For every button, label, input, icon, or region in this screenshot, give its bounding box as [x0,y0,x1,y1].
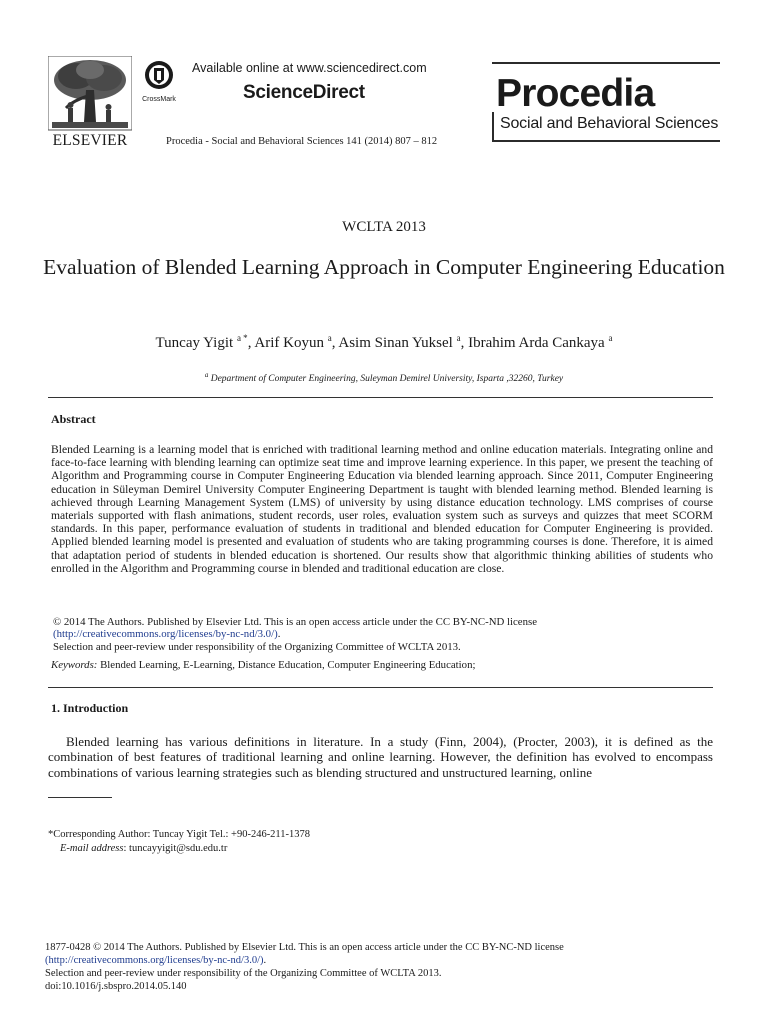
available-online-text: Available online at www.sciencedirect.com [192,61,427,75]
email-address: : tuncayyigit@sdu.edu.tr [123,843,228,854]
footnote-divider [48,797,112,798]
abstract-bottom-divider [48,687,713,688]
journal-reference: Procedia - Social and Behavioral Sciences 141 (2014) 807 – 812 [166,136,438,147]
footer-license-link-tail: . [263,955,267,966]
keywords-text: Blended Learning, E-Learning, Distance Education, Computer Engineering Education; [100,659,476,671]
author-separator: , [331,335,339,351]
footer-peer-review: Selection and peer-review under responsibility of the Organizing Committee of WCLTA 2013. [45,968,442,979]
copyright-line: © 2014 The Authors. Published by Elsevier Ltd. This is an open access article under the CC BY-NC-ND license [53,616,537,628]
abstract-heading: Abstract [51,412,96,426]
author-list [0,333,768,352]
keywords-label: Keywords: [51,659,98,671]
email-label: E-mail address [60,843,124,854]
footer-license-link[interactable]: (http://creativecommons.org/licenses/by-nc-nd/3.0/) [45,955,264,966]
procedia-wordmark: Procedia [496,72,655,115]
page-footer [45,941,725,993]
author-affiliation-mark: a * [236,333,248,343]
procedia-top-rule [492,62,720,64]
affiliation-text: Department of Computer Engineering, Suleyman Demirel University, Isparta ,32260, Turkey [210,374,564,385]
sciencedirect-wordmark: ScienceDirect [243,82,365,103]
affiliation [0,371,768,384]
author-affiliation-mark: a [456,333,461,343]
license-link-tail: . [277,628,281,641]
footer-copyright: 1877-0428 © 2014 The Authors. Published by Elsevier Ltd. This is an open access article under the CC BY-NC-ND license [45,942,564,953]
copyright-notice [53,616,713,653]
author-name: Asim Sinan Yuksel [338,335,453,351]
license-link[interactable]: (http://creativecommons.org/licenses/by-nc-nd/3.0/) [53,628,278,641]
abstract-top-divider [48,397,713,398]
procedia-bracket [492,112,494,142]
footer-doi: doi:10.1016/j.sbspro.2014.05.140 [45,981,187,992]
conference-name: WCLTA 2013 [342,219,426,235]
introduction-paragraph: Blended learning has various definitions in literature. In a study (Finn, 2004), (Procter, 2003), it is defined as the combination of best features of traditional learning and online learning. However, the definition has evolved to encompass combinations of various learning strategies such as blending structured and unstructured learning, online [48,734,713,780]
procedia-subtitle: Social and Behavioral Sciences [500,115,719,132]
crossmark-badge[interactable] [137,60,181,103]
author-name: Ibrahim Arda Cankaya [468,335,605,351]
email-note [60,843,227,854]
author-separator: , [460,335,469,351]
author-affiliation-mark: a [327,333,332,343]
author-separator: , [247,335,255,351]
paper-title: Evaluation of Blended Learning Approach in Computer Engineering Education [43,255,725,279]
procedia-bottom-rule [492,140,720,142]
author-name: Tuncay Yigit [155,335,234,351]
corresponding-author-note: *Corresponding Author: Tuncay Yigit Tel.: +90-246-211-1378 [48,829,311,840]
publisher-name: ELSEVIER [52,132,128,149]
author-affiliation-mark: a [608,333,613,343]
keywords-line [51,659,713,671]
author-name: Arif Koyun [254,335,324,351]
peer-review-line: Selection and peer-review under responsibility of the Organizing Committee of WCLTA 2013. [53,640,461,653]
affiliation-mark: a [204,371,209,379]
abstract-text: Blended Learning is a learning model that is enriched with traditional learning method and online education materials. Integrating online and face-to-face learning with blending learning can optimize seat time and improve learning experience. In this paper, we present the teaching of Algorithm and Programming course in Computer Engineering Education via blended learning approach. Since 2011, Computer Engineering education in Süleyman Demirel University Computer Engineering Department is taught with blended learning method. Blended learning is achieved through Learning Management System (LMS) of university by using distance education technology. LMS comprises of course materials supported with flash animations, student records, user roles, evaluation system such as surveys and quizzes that meet SCORM standards. In this paper, performance evaluation of students in traditional and blended education for Computer Engineering is provided. Applied blended learning model is presented and evaluation of students who are taking programming courses is done. Therefore, it is aimed that adaptation period of students in blended education is shortened. Our results show that algorithmic thinking abilities of students who enrolled in the Algorithm and Programming course in blended and traditional education are close. [51,443,713,575]
crossmark-icon [144,77,174,94]
crossmark-label: CrossMark [142,96,176,103]
section-heading-introduction: 1. Introduction [51,701,129,715]
elsevier-tree-logo [48,56,132,132]
